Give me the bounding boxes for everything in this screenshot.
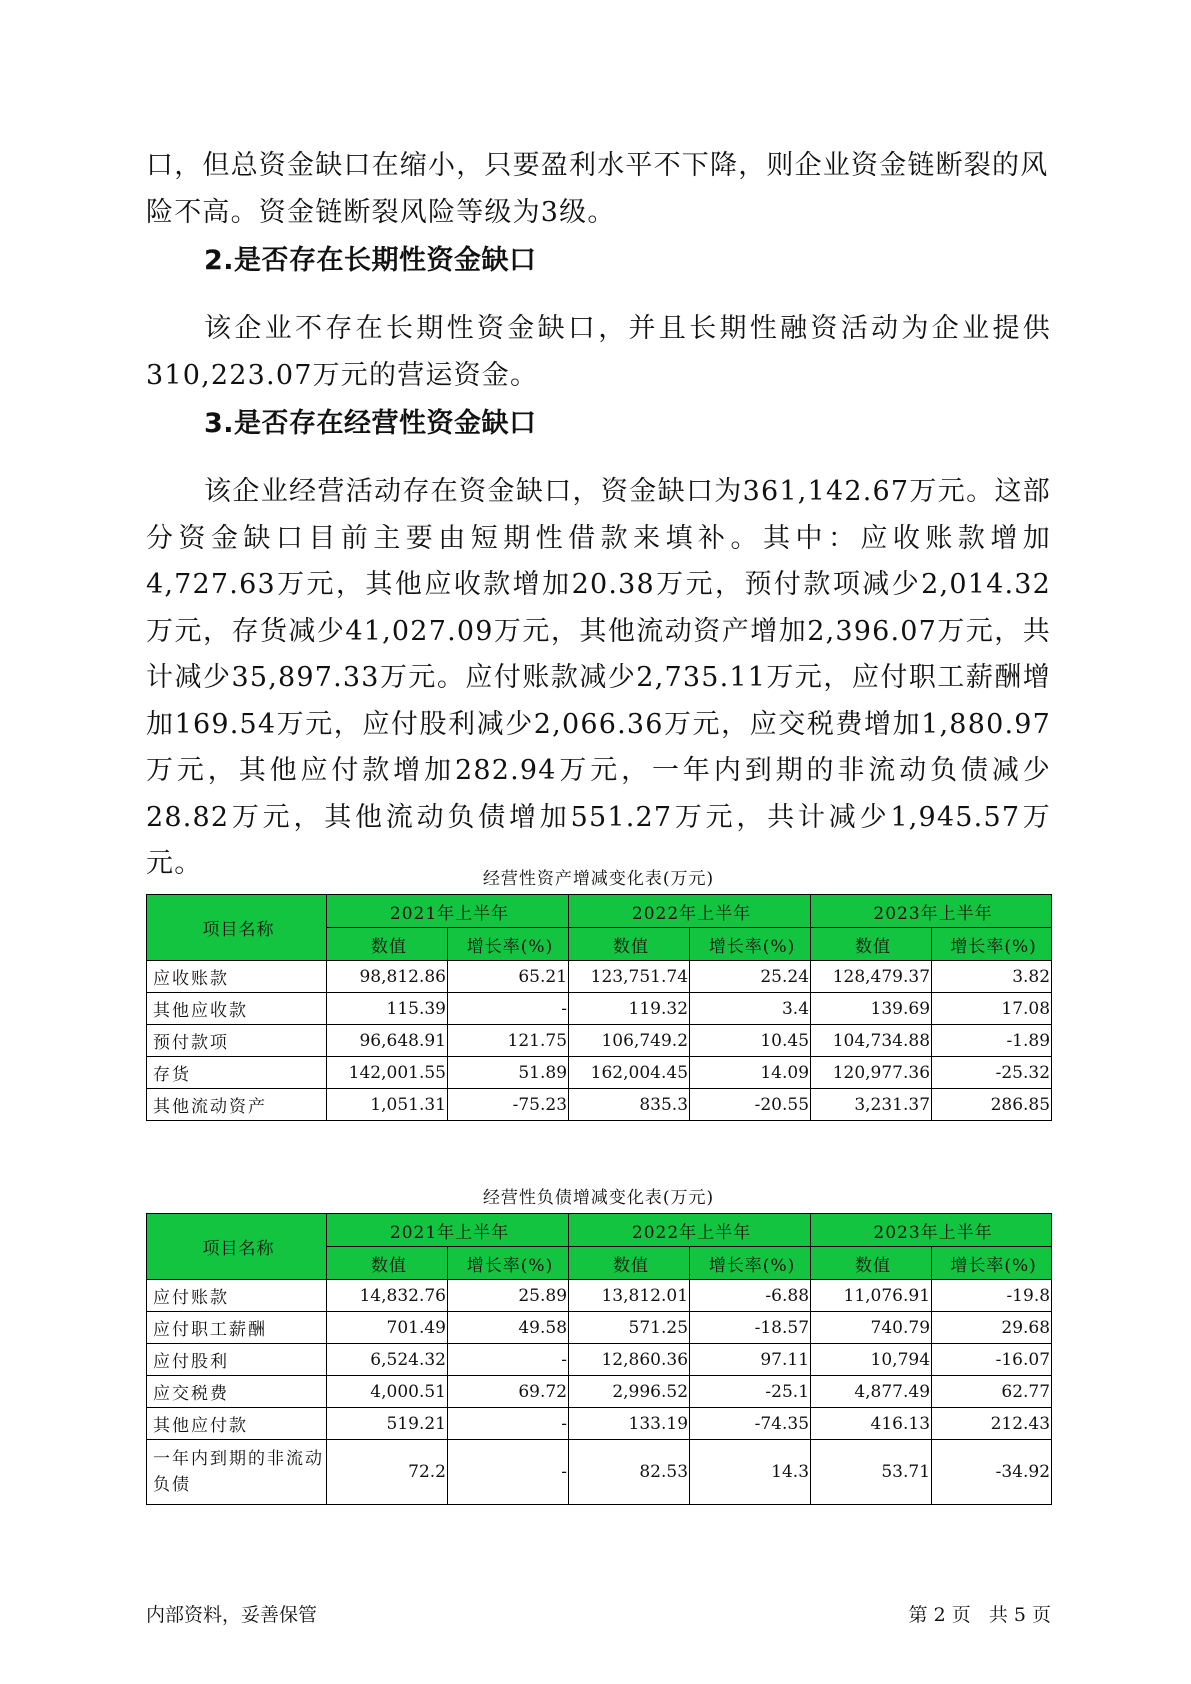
cell-rate: 62.77 bbox=[932, 1376, 1052, 1408]
liabilities-sub-value: 数值 bbox=[569, 1247, 690, 1280]
page-number: 第 2 页 共 5 页 bbox=[908, 1604, 1051, 1626]
cell-rate: 17.08 bbox=[932, 993, 1052, 1025]
row-name: 应付账款 bbox=[147, 1280, 327, 1312]
cell-value: 740.79 bbox=[811, 1312, 932, 1344]
cell-rate: -20.55 bbox=[690, 1089, 811, 1121]
cell-value: 12,860.36 bbox=[569, 1344, 690, 1376]
cell-value: 4,000.51 bbox=[327, 1376, 448, 1408]
assets-period-header: 2021年上半年 bbox=[327, 895, 569, 928]
liabilities-sub-rate: 增长率(%) bbox=[690, 1247, 811, 1280]
liabilities-table bbox=[146, 1213, 1052, 1505]
cell-value: 519.21 bbox=[327, 1408, 448, 1440]
row-name: 一年内到期的非流动负债 bbox=[147, 1440, 327, 1505]
liabilities-sub-value: 数值 bbox=[811, 1247, 932, 1280]
section-3-body: 该企业经营活动存在资金缺口，资金缺口为361,142.67万元。这部分资金缺口目前主要由短期性借款来填补。其中：应收账款增加4,727.63万元，其他应收款增加20.38万元，预付款项减少2,014.32万元，存货减少41,027.09万元，其他流动资产增加2,396.07万元，共计减少35,897.33万元。应付账款减少2,735.11万元，应付职工薪酬增加169.54万元，应付股利减少2,066.36万元，应交税费增加1,880.97万元，其他应付款增加282.94万元，一年内到期的非流动负债减少28.82万元，其他流动负债增加551.27万元，共计减少1,945.57万元。 bbox=[146, 476, 1051, 879]
section-2-heading: 2.是否存在长期性资金缺口 bbox=[204, 245, 537, 276]
assets-table-caption: 经营性资产增减变化表(万元) bbox=[482, 869, 715, 889]
cell-rate: -25.1 bbox=[690, 1376, 811, 1408]
cell-rate: -6.88 bbox=[690, 1280, 811, 1312]
cell-value: 6,524.32 bbox=[327, 1344, 448, 1376]
row-name: 应交税费 bbox=[147, 1376, 327, 1408]
cell-rate: -74.35 bbox=[690, 1408, 811, 1440]
cell-value: 139.69 bbox=[811, 993, 932, 1025]
cell-rate: -18.57 bbox=[690, 1312, 811, 1344]
liabilities-sub-value: 数值 bbox=[327, 1247, 448, 1280]
cell-value: 115.39 bbox=[327, 993, 448, 1025]
assets-period-header: 2022年上半年 bbox=[569, 895, 811, 928]
cell-value: 119.32 bbox=[569, 993, 690, 1025]
cell-rate: 121.75 bbox=[448, 1025, 569, 1057]
row-name: 应付股利 bbox=[147, 1344, 327, 1376]
cell-value: 142,001.55 bbox=[327, 1057, 448, 1089]
cell-rate: -34.92 bbox=[932, 1440, 1052, 1505]
cell-value: 82.53 bbox=[569, 1440, 690, 1505]
assets-period-header: 2023年上半年 bbox=[811, 895, 1052, 928]
cell-rate: - bbox=[448, 1344, 569, 1376]
cell-rate: 3.4 bbox=[690, 993, 811, 1025]
assets-sub-rate: 增长率(%) bbox=[690, 928, 811, 961]
row-name: 应收账款 bbox=[147, 961, 327, 993]
assets-col-item: 项目名称 bbox=[147, 895, 327, 961]
table-row bbox=[147, 993, 1052, 1025]
liabilities-period-header: 2022年上半年 bbox=[569, 1214, 811, 1247]
row-name: 预付款项 bbox=[147, 1025, 327, 1057]
table-row bbox=[147, 1344, 1052, 1376]
cell-rate: 25.24 bbox=[690, 961, 811, 993]
cell-value: 120,977.36 bbox=[811, 1057, 932, 1089]
continued-line-2: 险不高。资金链断裂风险等级为3级。 bbox=[146, 196, 616, 228]
footer-note: 内部资料，妥善保管 bbox=[146, 1604, 318, 1626]
cell-rate: -1.89 bbox=[932, 1025, 1052, 1057]
cell-value: 98,812.86 bbox=[327, 961, 448, 993]
row-name: 应付职工薪酬 bbox=[147, 1312, 327, 1344]
cell-value: 701.49 bbox=[327, 1312, 448, 1344]
liabilities-sub-rate: 增长率(%) bbox=[932, 1247, 1052, 1280]
table-row bbox=[147, 1440, 1052, 1505]
cell-rate: 97.11 bbox=[690, 1344, 811, 1376]
cell-rate: 29.68 bbox=[932, 1312, 1052, 1344]
cell-value: 416.13 bbox=[811, 1408, 932, 1440]
cell-value: 835.3 bbox=[569, 1089, 690, 1121]
liabilities-col-item: 项目名称 bbox=[147, 1214, 327, 1280]
continued-paragraph bbox=[146, 143, 1051, 236]
table-row bbox=[147, 1312, 1052, 1344]
table-row bbox=[147, 1376, 1052, 1408]
cell-value: 3,231.37 bbox=[811, 1089, 932, 1121]
row-name: 其他应付款 bbox=[147, 1408, 327, 1440]
cell-rate: 69.72 bbox=[448, 1376, 569, 1408]
section-2-body: 该企业不存在长期性资金缺口，并且长期性融资活动为企业提供310,223.07万元的营运资金。 bbox=[146, 313, 1051, 391]
section-3-heading: 3.是否存在经营性资金缺口 bbox=[204, 408, 537, 439]
cell-rate: 286.85 bbox=[932, 1089, 1052, 1121]
section-3-paragraph bbox=[146, 469, 1051, 888]
table-row bbox=[147, 961, 1052, 993]
cell-rate: -16.07 bbox=[932, 1344, 1052, 1376]
cell-value: 96,648.91 bbox=[327, 1025, 448, 1057]
cell-value: 104,734.88 bbox=[811, 1025, 932, 1057]
cell-rate: 49.58 bbox=[448, 1312, 569, 1344]
assets-sub-rate: 增长率(%) bbox=[448, 928, 569, 961]
cell-rate: - bbox=[448, 1440, 569, 1505]
cell-rate: - bbox=[448, 993, 569, 1025]
cell-rate: 212.43 bbox=[932, 1408, 1052, 1440]
liabilities-period-header: 2021年上半年 bbox=[327, 1214, 569, 1247]
cell-value: 10,794 bbox=[811, 1344, 932, 1376]
cell-value: 13,812.01 bbox=[569, 1280, 690, 1312]
cell-rate: 3.82 bbox=[932, 961, 1052, 993]
row-name: 其他应收款 bbox=[147, 993, 327, 1025]
cell-rate: 10.45 bbox=[690, 1025, 811, 1057]
cell-value: 128,479.37 bbox=[811, 961, 932, 993]
cell-rate: -19.8 bbox=[932, 1280, 1052, 1312]
liabilities-period-header: 2023年上半年 bbox=[811, 1214, 1052, 1247]
cell-value: 72.2 bbox=[327, 1440, 448, 1505]
cell-value: 4,877.49 bbox=[811, 1376, 932, 1408]
cell-rate: 65.21 bbox=[448, 961, 569, 993]
table-row bbox=[147, 1057, 1052, 1089]
cell-value: 1,051.31 bbox=[327, 1089, 448, 1121]
cell-rate: - bbox=[448, 1408, 569, 1440]
liabilities-sub-rate: 增长率(%) bbox=[448, 1247, 569, 1280]
cell-rate: 25.89 bbox=[448, 1280, 569, 1312]
assets-sub-value: 数值 bbox=[811, 928, 932, 961]
row-name: 存货 bbox=[147, 1057, 327, 1089]
cell-rate: 14.3 bbox=[690, 1440, 811, 1505]
cell-value: 11,076.91 bbox=[811, 1280, 932, 1312]
cell-value: 133.19 bbox=[569, 1408, 690, 1440]
assets-table bbox=[146, 894, 1052, 1121]
table-row bbox=[147, 1280, 1052, 1312]
cell-value: 162,004.45 bbox=[569, 1057, 690, 1089]
assets-sub-value: 数值 bbox=[569, 928, 690, 961]
cell-value: 14,832.76 bbox=[327, 1280, 448, 1312]
cell-rate: -25.32 bbox=[932, 1057, 1052, 1089]
table-row bbox=[147, 1408, 1052, 1440]
table-row bbox=[147, 1089, 1052, 1121]
row-name: 其他流动资产 bbox=[147, 1089, 327, 1121]
continued-line-1: 口，但总资金缺口在缩小，只要盈利水平不下降，则企业资金链断裂的风 bbox=[146, 150, 1049, 181]
assets-sub-value: 数值 bbox=[327, 928, 448, 961]
liabilities-table-caption: 经营性负债增减变化表(万元) bbox=[482, 1188, 715, 1208]
cell-value: 571.25 bbox=[569, 1312, 690, 1344]
cell-rate: -75.23 bbox=[448, 1089, 569, 1121]
section-2-paragraph bbox=[146, 306, 1051, 399]
cell-value: 53.71 bbox=[811, 1440, 932, 1505]
table-row bbox=[147, 1025, 1052, 1057]
cell-rate: 51.89 bbox=[448, 1057, 569, 1089]
assets-sub-rate: 增长率(%) bbox=[932, 928, 1052, 961]
cell-value: 106,749.2 bbox=[569, 1025, 690, 1057]
cell-value: 2,996.52 bbox=[569, 1376, 690, 1408]
cell-value: 123,751.74 bbox=[569, 961, 690, 993]
cell-rate: 14.09 bbox=[690, 1057, 811, 1089]
